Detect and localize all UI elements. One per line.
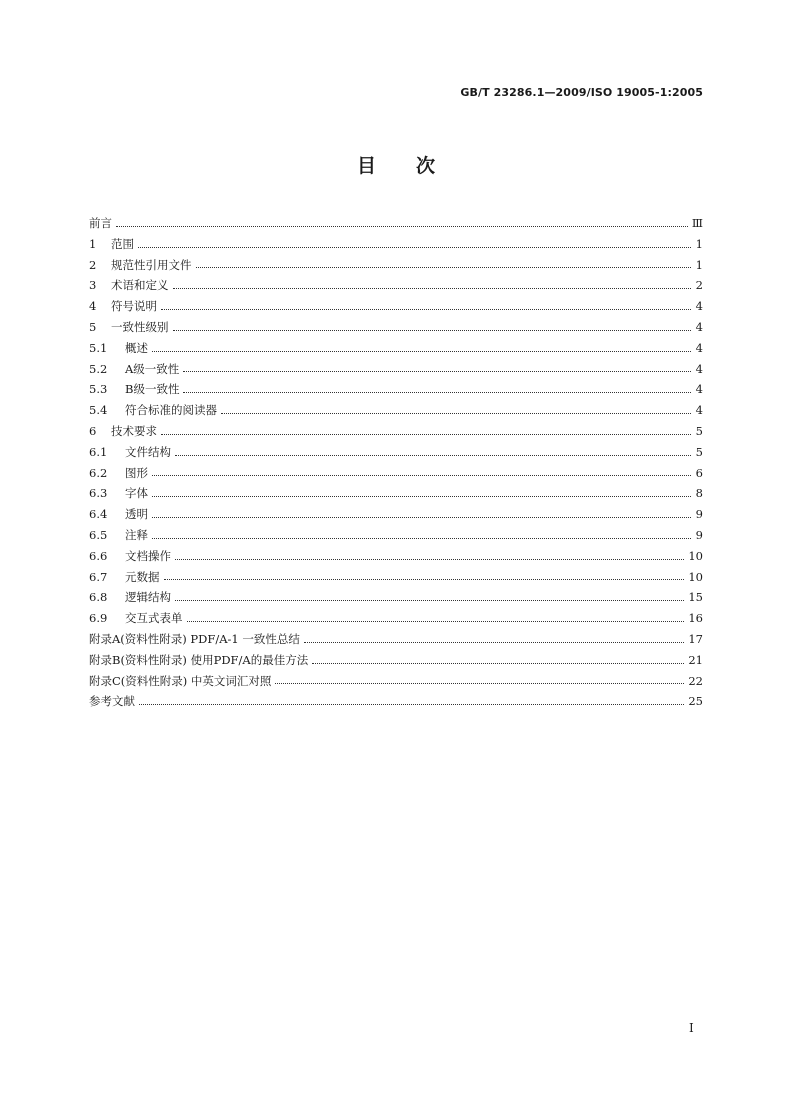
toc-entry[interactable] <box>89 275 703 296</box>
toc-entry[interactable] <box>89 671 703 692</box>
toc-entry-label: 字体 <box>125 486 148 501</box>
toc-entry[interactable] <box>89 546 703 567</box>
toc-dot-leader <box>275 683 684 684</box>
toc-entry-label: 附录B(资料性附录) 使用PDF/A的最佳方法 <box>89 652 309 667</box>
toc-entry[interactable] <box>89 483 703 504</box>
toc-entry-label: 范围 <box>111 236 134 251</box>
toc-entry-page: 4 <box>695 299 703 314</box>
toc-entry-page: 10 <box>688 548 703 563</box>
toc-entry-number: 6.9 <box>89 611 108 626</box>
toc-entry[interactable] <box>89 442 703 463</box>
toc-entry-label: 透明 <box>125 507 148 522</box>
toc-entry-number: 5.3 <box>89 382 108 397</box>
toc-dot-leader <box>173 288 692 289</box>
toc-dot-leader <box>183 392 691 393</box>
toc-entry[interactable] <box>89 608 703 629</box>
toc-entry-page: 25 <box>688 694 703 709</box>
toc-entry-page: 4 <box>695 319 703 334</box>
toc-entry-number: 2 <box>89 257 97 272</box>
toc-dot-leader <box>116 226 688 227</box>
toc-dot-leader <box>175 559 684 560</box>
toc-entry-page: 1 <box>695 236 703 251</box>
toc-entry-page: 9 <box>695 507 703 522</box>
toc-entry-label: 图形 <box>125 465 148 480</box>
toc-entry-label: 前言 <box>89 216 112 230</box>
toc-entry[interactable] <box>89 379 703 400</box>
toc-dot-leader <box>183 371 691 372</box>
toc-entry-label: 附录C(资料性附录) 中英文词汇对照 <box>89 673 272 688</box>
toc-entry[interactable] <box>89 421 703 442</box>
toc-entry-label: 符合标准的阅读器 <box>125 403 217 418</box>
toc-entry-number: 6.1 <box>89 444 108 459</box>
toc-entry[interactable] <box>89 525 703 546</box>
toc-dot-leader <box>152 496 691 497</box>
toc-entry-page: 4 <box>695 340 703 355</box>
toc-dot-leader <box>187 621 685 622</box>
toc-entry-number: 6 <box>89 423 97 438</box>
toc-entry[interactable] <box>89 650 703 671</box>
toc-entry-number: 1 <box>89 236 97 251</box>
toc-dot-leader <box>221 413 691 414</box>
toc-dot-leader <box>196 267 692 268</box>
toc-entry-page: Ⅲ <box>691 216 703 230</box>
toc-entry[interactable] <box>89 691 703 712</box>
toc-entry-page: 15 <box>688 590 703 605</box>
toc-entry-page: 6 <box>695 465 703 480</box>
table-of-contents <box>89 213 703 712</box>
toc-entry-page: 16 <box>688 611 703 626</box>
toc-entry-page: 4 <box>695 403 703 418</box>
toc-entry[interactable] <box>89 587 703 608</box>
toc-entry-number: 6.3 <box>89 486 108 501</box>
toc-entry-label: 交互式表单 <box>125 611 183 626</box>
toc-entry-label: 文件结构 <box>125 444 171 459</box>
toc-entry-number: 6.6 <box>89 548 108 563</box>
toc-entry-page: 10 <box>688 569 703 584</box>
toc-entry-page: 9 <box>695 527 703 542</box>
toc-entry-number: 3 <box>89 278 97 293</box>
toc-entry[interactable] <box>89 213 703 234</box>
toc-entry[interactable] <box>89 359 703 380</box>
toc-entry-label: A级一致性 <box>125 361 180 376</box>
toc-entry-label: 逻辑结构 <box>125 590 171 605</box>
page-number: I <box>689 1021 694 1035</box>
toc-entry-label: 术语和定义 <box>111 278 169 293</box>
toc-entry-number: 5.1 <box>89 340 108 355</box>
toc-entry-page: 4 <box>695 382 703 397</box>
toc-entry-number: 5.2 <box>89 361 108 376</box>
toc-dot-leader <box>152 538 691 539</box>
toc-dot-leader <box>152 475 691 476</box>
toc-entry-number: 4 <box>89 299 97 314</box>
toc-entry-number: 6.7 <box>89 569 108 584</box>
toc-entry-label: 注释 <box>125 527 148 542</box>
toc-entry-label: B级一致性 <box>125 382 180 397</box>
toc-entry-number: 5.4 <box>89 403 108 418</box>
toc-entry-page: 1 <box>695 257 703 272</box>
toc-dot-leader <box>175 455 691 456</box>
toc-entry[interactable] <box>89 317 703 338</box>
toc-dot-leader <box>161 434 691 435</box>
standard-code: GB/T 23286.1—2009/ISO 19005-1:2005 <box>460 86 703 99</box>
toc-dot-leader <box>312 663 684 664</box>
toc-entry-label: 符号说明 <box>111 299 157 314</box>
toc-entry-number: 6.5 <box>89 527 108 542</box>
toc-dot-leader <box>161 309 691 310</box>
toc-entry-page: 2 <box>695 278 703 293</box>
toc-entry[interactable] <box>89 338 703 359</box>
toc-entry-label: 技术要求 <box>111 423 157 438</box>
toc-entry-page: 22 <box>688 673 703 688</box>
toc-entry-label: 规范性引用文件 <box>111 257 192 272</box>
toc-entry-number: 6.2 <box>89 465 108 480</box>
toc-dot-leader <box>139 704 684 705</box>
toc-entry-number: 6.8 <box>89 590 108 605</box>
toc-entry[interactable] <box>89 234 703 255</box>
toc-entry-page: 4 <box>695 361 703 376</box>
toc-dot-leader <box>152 517 691 518</box>
toc-dot-leader <box>304 642 684 643</box>
toc-entry[interactable] <box>89 567 703 588</box>
toc-entry-page: 17 <box>688 631 703 646</box>
toc-entry[interactable] <box>89 504 703 525</box>
toc-dot-leader <box>164 579 685 580</box>
toc-entry[interactable] <box>89 629 703 650</box>
toc-entry-number: 5 <box>89 319 97 334</box>
toc-entry-label: 概述 <box>125 340 148 355</box>
toc-entry[interactable] <box>89 255 703 276</box>
toc-entry-page: 8 <box>695 486 703 501</box>
toc-entry-label: 参考文献 <box>89 694 135 709</box>
toc-entry[interactable] <box>89 463 703 484</box>
toc-entry-page: 21 <box>688 652 703 667</box>
toc-dot-leader <box>175 600 684 601</box>
toc-entry-label: 元数据 <box>125 569 160 584</box>
toc-entry-label: 附录A(资料性附录) PDF/A-1 一致性总结 <box>89 631 300 646</box>
toc-entry-page: 5 <box>695 423 703 438</box>
toc-entry[interactable] <box>89 296 703 317</box>
toc-dot-leader <box>152 351 691 352</box>
toc-entry-label: 一致性级别 <box>111 319 169 334</box>
toc-entry-number: 6.4 <box>89 507 108 522</box>
toc-entry-page: 5 <box>695 444 703 459</box>
toc-entry[interactable] <box>89 400 703 421</box>
page-title: 目次 <box>356 155 475 177</box>
toc-dot-leader <box>138 247 691 248</box>
toc-dot-leader <box>173 330 692 331</box>
toc-entry-label: 文档操作 <box>125 548 171 563</box>
